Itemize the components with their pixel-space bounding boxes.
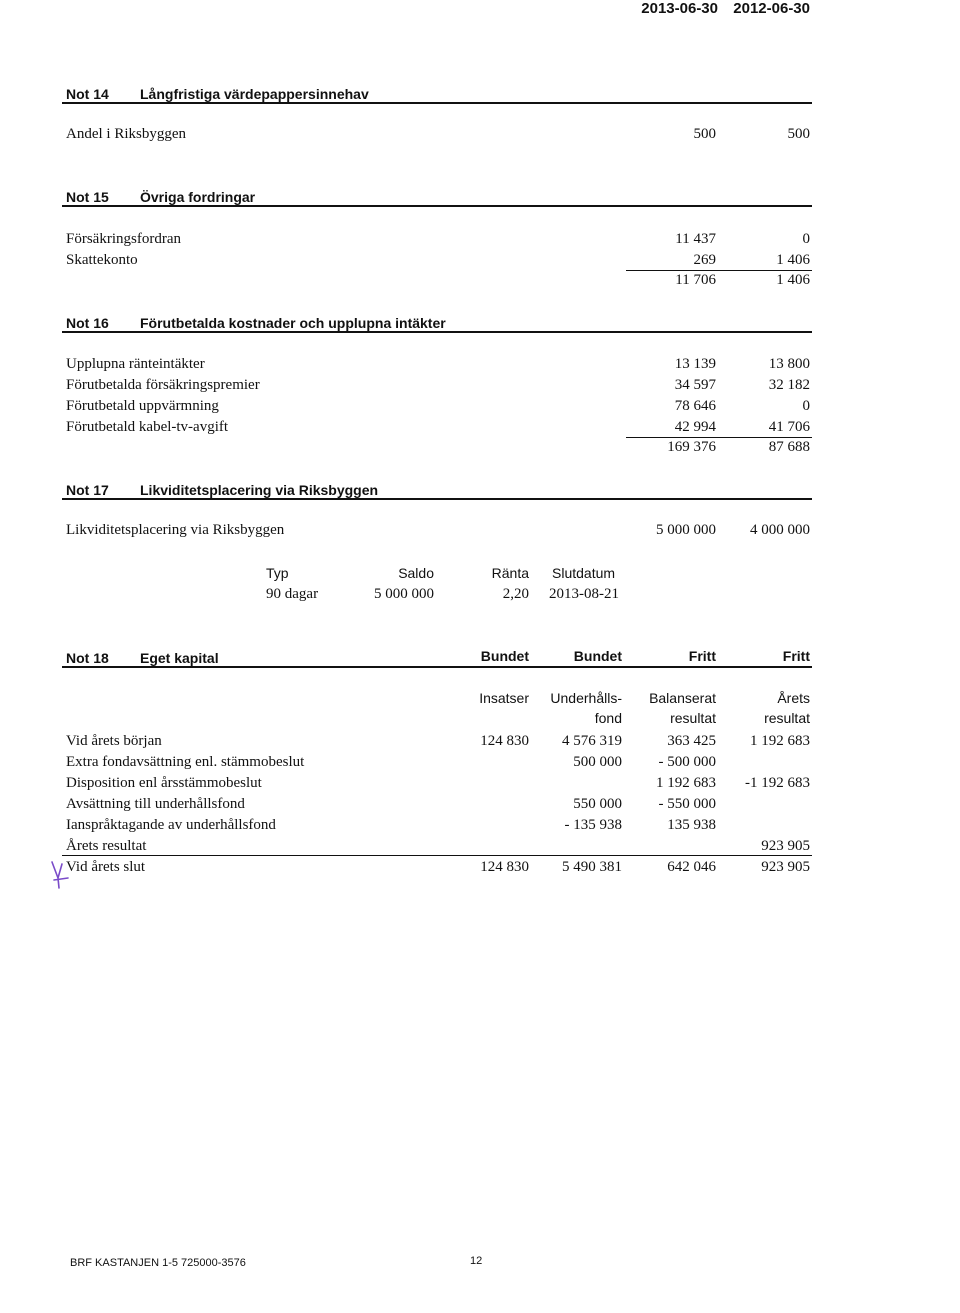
- row-label: Likviditetsplacering via Riksbyggen: [66, 522, 285, 538]
- row-label: Andel i Riksbyggen: [66, 126, 186, 142]
- value-2012: 32 182: [768, 377, 810, 393]
- value-2013: 5 000 000: [656, 522, 716, 538]
- col-header-resultat-2: resultat: [764, 710, 810, 726]
- note-16-number: Not 16: [66, 315, 109, 331]
- total-rule: [62, 855, 812, 856]
- cell-col-3: - 550 000: [658, 796, 716, 812]
- value-2013: 34 597: [674, 377, 716, 393]
- sum-rule: [626, 437, 812, 438]
- value-2012: 0: [802, 231, 810, 247]
- value-2013: 42 994: [674, 419, 716, 435]
- note-15-title: Övriga fordringar: [140, 189, 256, 205]
- note-14-number: Not 14: [66, 86, 109, 102]
- row-label: Disposition enl årsstämmobeslut: [66, 775, 262, 791]
- page-number: 12: [470, 1255, 483, 1267]
- category-bundet-2: Bundet: [573, 648, 622, 664]
- col-header-fond: fond: [594, 710, 622, 726]
- col-header-resultat-1: resultat: [670, 710, 716, 726]
- value-2012: 1 406: [776, 252, 810, 268]
- row-label: Vid årets början: [66, 733, 162, 749]
- year-2013-header: 2013-06-30: [641, 0, 718, 17]
- cell-col-4: 923 905: [761, 838, 810, 854]
- col-header-saldo: Saldo: [398, 565, 434, 581]
- cell-ranta: 2,20: [502, 586, 529, 602]
- cell-slutdatum: 2013-08-21: [549, 586, 619, 602]
- cell-col-4: 923 905: [761, 859, 810, 875]
- cell-typ: 90 dagar: [266, 586, 319, 602]
- note-16-title: Förutbetalda kostnader och upplupna intäkter: [140, 315, 446, 331]
- col-header-typ: Typ: [266, 565, 289, 581]
- value-2013: 78 646: [674, 398, 716, 414]
- note-18-number: Not 18: [66, 650, 109, 666]
- cell-col-3: 135 938: [667, 817, 716, 833]
- cell-col-2: 5 490 381: [562, 859, 622, 875]
- category-fritt-1: Fritt: [688, 648, 716, 664]
- handwritten-mark-icon: [48, 858, 78, 892]
- col-header-balanserat: Balanserat: [649, 690, 716, 706]
- value-2013: 500: [693, 126, 716, 142]
- col-header-insatser: Insatser: [479, 690, 529, 706]
- row-label: Upplupna ränteintäkter: [66, 356, 205, 372]
- footer-company: BRF KASTANJEN 1-5 725000-3576: [70, 1257, 246, 1269]
- row-label: Vid årets slut: [66, 859, 146, 875]
- cell-col-2: - 135 938: [564, 817, 622, 833]
- cell-col-1: 124 830: [480, 733, 529, 749]
- cell-col-3: 363 425: [667, 733, 716, 749]
- total-2012: 1 406: [776, 272, 810, 288]
- row-label: Förutbetald uppvärmning: [66, 398, 219, 414]
- note-17-rule: [62, 498, 812, 500]
- row-label: Årets resultat: [66, 838, 147, 854]
- note-18-rule: [62, 666, 812, 668]
- row-label: Förutbetalda försäkringspremier: [66, 377, 260, 393]
- col-header-slutdatum: Slutdatum: [552, 565, 616, 581]
- sum-rule: [626, 270, 812, 271]
- value-2012: 500: [787, 126, 810, 142]
- value-2012: 41 706: [768, 419, 810, 435]
- cell-col-2: 4 576 319: [562, 733, 622, 749]
- note-15-rule: [62, 205, 812, 207]
- value-2012: 13 800: [768, 356, 810, 372]
- value-2013: 11 437: [675, 231, 716, 247]
- cell-col-1: 124 830: [480, 859, 529, 875]
- cell-saldo: 5 000 000: [374, 586, 434, 602]
- note-17-title: Likviditetsplacering via Riksbyggen: [140, 482, 379, 498]
- cell-col-3: 1 192 683: [656, 775, 716, 791]
- total-2012: 87 688: [768, 439, 810, 455]
- value-2012: 4 000 000: [750, 522, 810, 538]
- total-2013: 11 706: [675, 272, 716, 288]
- note-17-number: Not 17: [66, 482, 109, 498]
- note-16-rule: [62, 331, 812, 333]
- note-14-rule: [62, 102, 812, 104]
- col-header-underhallsfond: Underhålls-: [550, 690, 622, 706]
- col-header-arets: Årets: [777, 690, 810, 706]
- row-label: Avsättning till underhållsfond: [66, 796, 245, 812]
- cell-col-2: 500 000: [573, 754, 622, 770]
- col-header-ranta: Ränta: [491, 565, 529, 581]
- note-15-number: Not 15: [66, 189, 109, 205]
- row-label: Ianspråktagande av underhållsfond: [66, 817, 276, 833]
- row-label: Extra fondavsättning enl. stämmobeslut: [66, 754, 305, 770]
- value-2013: 269: [693, 252, 716, 268]
- row-label: Skattekonto: [66, 252, 138, 268]
- note-18-title: Eget kapital: [140, 650, 219, 666]
- category-bundet-1: Bundet: [480, 648, 529, 664]
- cell-col-3: 642 046: [667, 859, 716, 875]
- total-2013: 169 376: [667, 439, 716, 455]
- row-label: Försäkringsfordran: [66, 231, 181, 247]
- value-2013: 13 139: [674, 356, 716, 372]
- cell-col-4: -1 192 683: [745, 775, 810, 791]
- cell-col-4: 1 192 683: [750, 733, 810, 749]
- cell-col-2: 550 000: [573, 796, 622, 812]
- note-14-title: Långfristiga värdepappersinnehav: [140, 86, 369, 102]
- category-fritt-2: Fritt: [782, 648, 810, 664]
- row-label: Förutbetald kabel-tv-avgift: [66, 419, 229, 435]
- cell-col-3: - 500 000: [658, 754, 716, 770]
- value-2012: 0: [802, 398, 810, 414]
- year-2012-header: 2012-06-30: [733, 0, 810, 17]
